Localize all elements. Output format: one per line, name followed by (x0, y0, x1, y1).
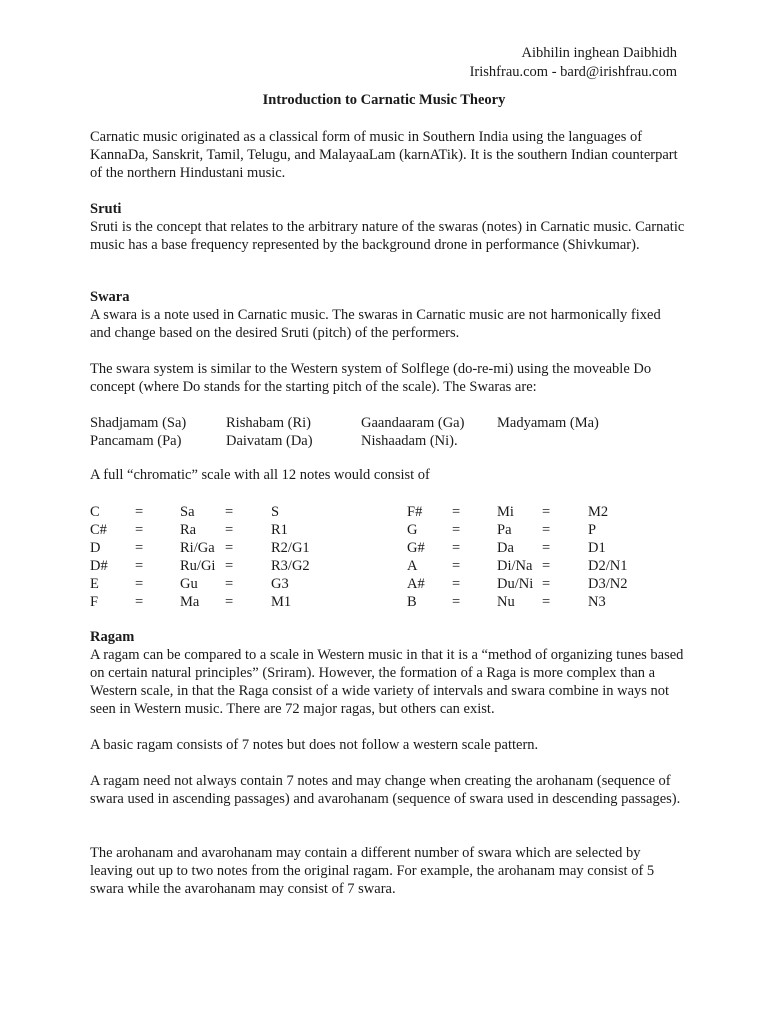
sruti-text: Sruti is the concept that relates to the arbitrary nature of the swaras (notes) in Carnatic music. Carnatic music has a base frequency represented by the background drone in performance (Shivkumar). (90, 219, 685, 253)
author-name: Aibhilin inghean Daibhidh (521, 45, 677, 61)
western-note: C (90, 504, 100, 520)
swara-abbreviation: S (271, 504, 280, 520)
ragam-paragraph-3: A ragam need not always contain 7 notes and may change when creating the arohanam (sequence of swara used in ascending passages) and avarohanam (sequence of swara used in descending passages). (90, 773, 681, 807)
equals-sign: = (542, 504, 551, 520)
equals-sign: = (542, 576, 551, 592)
swara-name: Madyamam (Ma) (497, 415, 599, 431)
equals-sign: = (135, 540, 144, 556)
swara-name: Daivatam (Da) (226, 433, 313, 449)
swara-abbreviation: R2/G1 (271, 540, 310, 556)
swara-text-1: A swara is a note used in Carnatic music. The swaras in Carnatic music are not harmonically fixed and change based on the desired Sruti (pitch) of the performers. (90, 307, 661, 341)
western-note: E (90, 576, 99, 592)
western-note: G# (407, 540, 425, 556)
ragam-section (90, 628, 685, 718)
swara-syllable: Ma (180, 594, 200, 610)
sruti-heading: Sruti (90, 201, 122, 217)
equals-sign: = (135, 594, 144, 610)
swara-syllable: Di/Na (497, 558, 533, 574)
swara-syllable: Ra (180, 522, 197, 538)
swara-abbreviation: D2/N1 (588, 558, 628, 574)
intro-paragraph: Carnatic music originated as a classical form of music in Southern India using the languages of KannaDa, Sanskrit, Tamil, Telugu, and MalayaaLam (karnATik). It is the southern Indian counterpart of the northern Hindustani music. (90, 129, 678, 181)
western-note: G (407, 522, 418, 538)
equals-sign: = (135, 522, 144, 538)
swara-syllable: Gu (180, 576, 198, 592)
swara-abbreviation: D1 (588, 540, 606, 556)
swara-syllable: Ru/Gi (180, 558, 216, 574)
swara-heading: Swara (90, 289, 130, 305)
swara-abbreviation: R3/G2 (271, 558, 310, 574)
equals-sign: = (225, 594, 234, 610)
equals-sign: = (452, 576, 461, 592)
equals-sign: = (225, 576, 234, 592)
western-note: D (90, 540, 101, 556)
western-note: A (407, 558, 418, 574)
equals-sign: = (452, 594, 461, 610)
western-note: C# (90, 522, 107, 538)
sruti-section (90, 200, 685, 254)
equals-sign: = (542, 540, 551, 556)
swara-syllable: Mi (497, 504, 514, 520)
document-title: Introduction to Carnatic Music Theory (262, 92, 506, 108)
swara-name: Shadjamam (Sa) (90, 415, 187, 431)
ragam-paragraph-1: A ragam can be compared to a scale in Western music in that it is a “method of organizing tunes based on certain natural principles” (Sriram). However, the formation of a Raga is more complex than a Western scale, in that the Raga consist of a wide variety of intervals and swara combine in ways not seen in Western music. There are 72 major ragas, but others can exist. (90, 647, 684, 717)
swara-abbreviation: G3 (271, 576, 289, 592)
swara-abbreviation: M1 (271, 594, 292, 610)
equals-sign: = (225, 540, 234, 556)
equals-sign: = (225, 504, 234, 520)
equals-sign: = (135, 504, 144, 520)
swara-syllable: Ri/Ga (180, 540, 215, 556)
western-note: D# (90, 558, 108, 574)
swara-syllable: Pa (497, 522, 512, 538)
swara-abbreviation: R1 (271, 522, 288, 538)
equals-sign: = (452, 522, 461, 538)
western-note: F (90, 594, 99, 610)
author-block (470, 44, 677, 82)
author-contact: Irishfrau.com - bard@irishfrau.com (469, 64, 677, 80)
ragam-heading: Ragam (90, 629, 135, 645)
western-note: B (407, 594, 417, 610)
equals-sign: = (135, 576, 144, 592)
swara-abbreviation: P (588, 522, 597, 538)
ragam-paragraph-4: The arohanam and avarohanam may contain a different number of swara which are selected by leaving out up to two notes from the original ragam. For example, the arohanam may consist of 5 swara while the avarohanam may consist of 7 swara. (90, 845, 655, 897)
swara-name: Pancamam (Pa) (90, 433, 182, 449)
western-note: A# (407, 576, 425, 592)
swara-name: Gaandaaram (Ga) (361, 415, 465, 431)
equals-sign: = (135, 558, 144, 574)
equals-sign: = (452, 504, 461, 520)
equals-sign: = (542, 522, 551, 538)
swara-syllable: Du/Ni (497, 576, 534, 592)
equals-sign: = (452, 558, 461, 574)
swara-syllable: Nu (497, 594, 515, 610)
swara-name: Nishaadam (Ni). (361, 433, 458, 449)
equals-sign: = (225, 558, 234, 574)
equals-sign: = (452, 540, 461, 556)
swara-abbreviation: M2 (588, 504, 609, 520)
swara-section (90, 288, 685, 342)
swara-text-2: The swara system is similar to the Western system of Solflege (do-re-mi) using the moveable Do concept (where Do stands for the starting pitch of the scale). The Swaras are: (90, 361, 652, 395)
equals-sign: = (542, 594, 551, 610)
equals-sign: = (542, 558, 551, 574)
swara-syllable: Sa (180, 504, 195, 520)
swara-syllable: Da (497, 540, 514, 556)
equals-sign: = (225, 522, 234, 538)
swara-abbreviation: D3/N2 (588, 576, 628, 592)
swara-name: Rishabam (Ri) (226, 415, 311, 431)
western-note: F# (407, 504, 423, 520)
chromatic-intro: A full “chromatic” scale with all 12 notes would consist of (90, 467, 430, 483)
swara-abbreviation: N3 (588, 594, 606, 610)
ragam-paragraph-2: A basic ragam consists of 7 notes but does not follow a western scale pattern. (90, 737, 539, 753)
